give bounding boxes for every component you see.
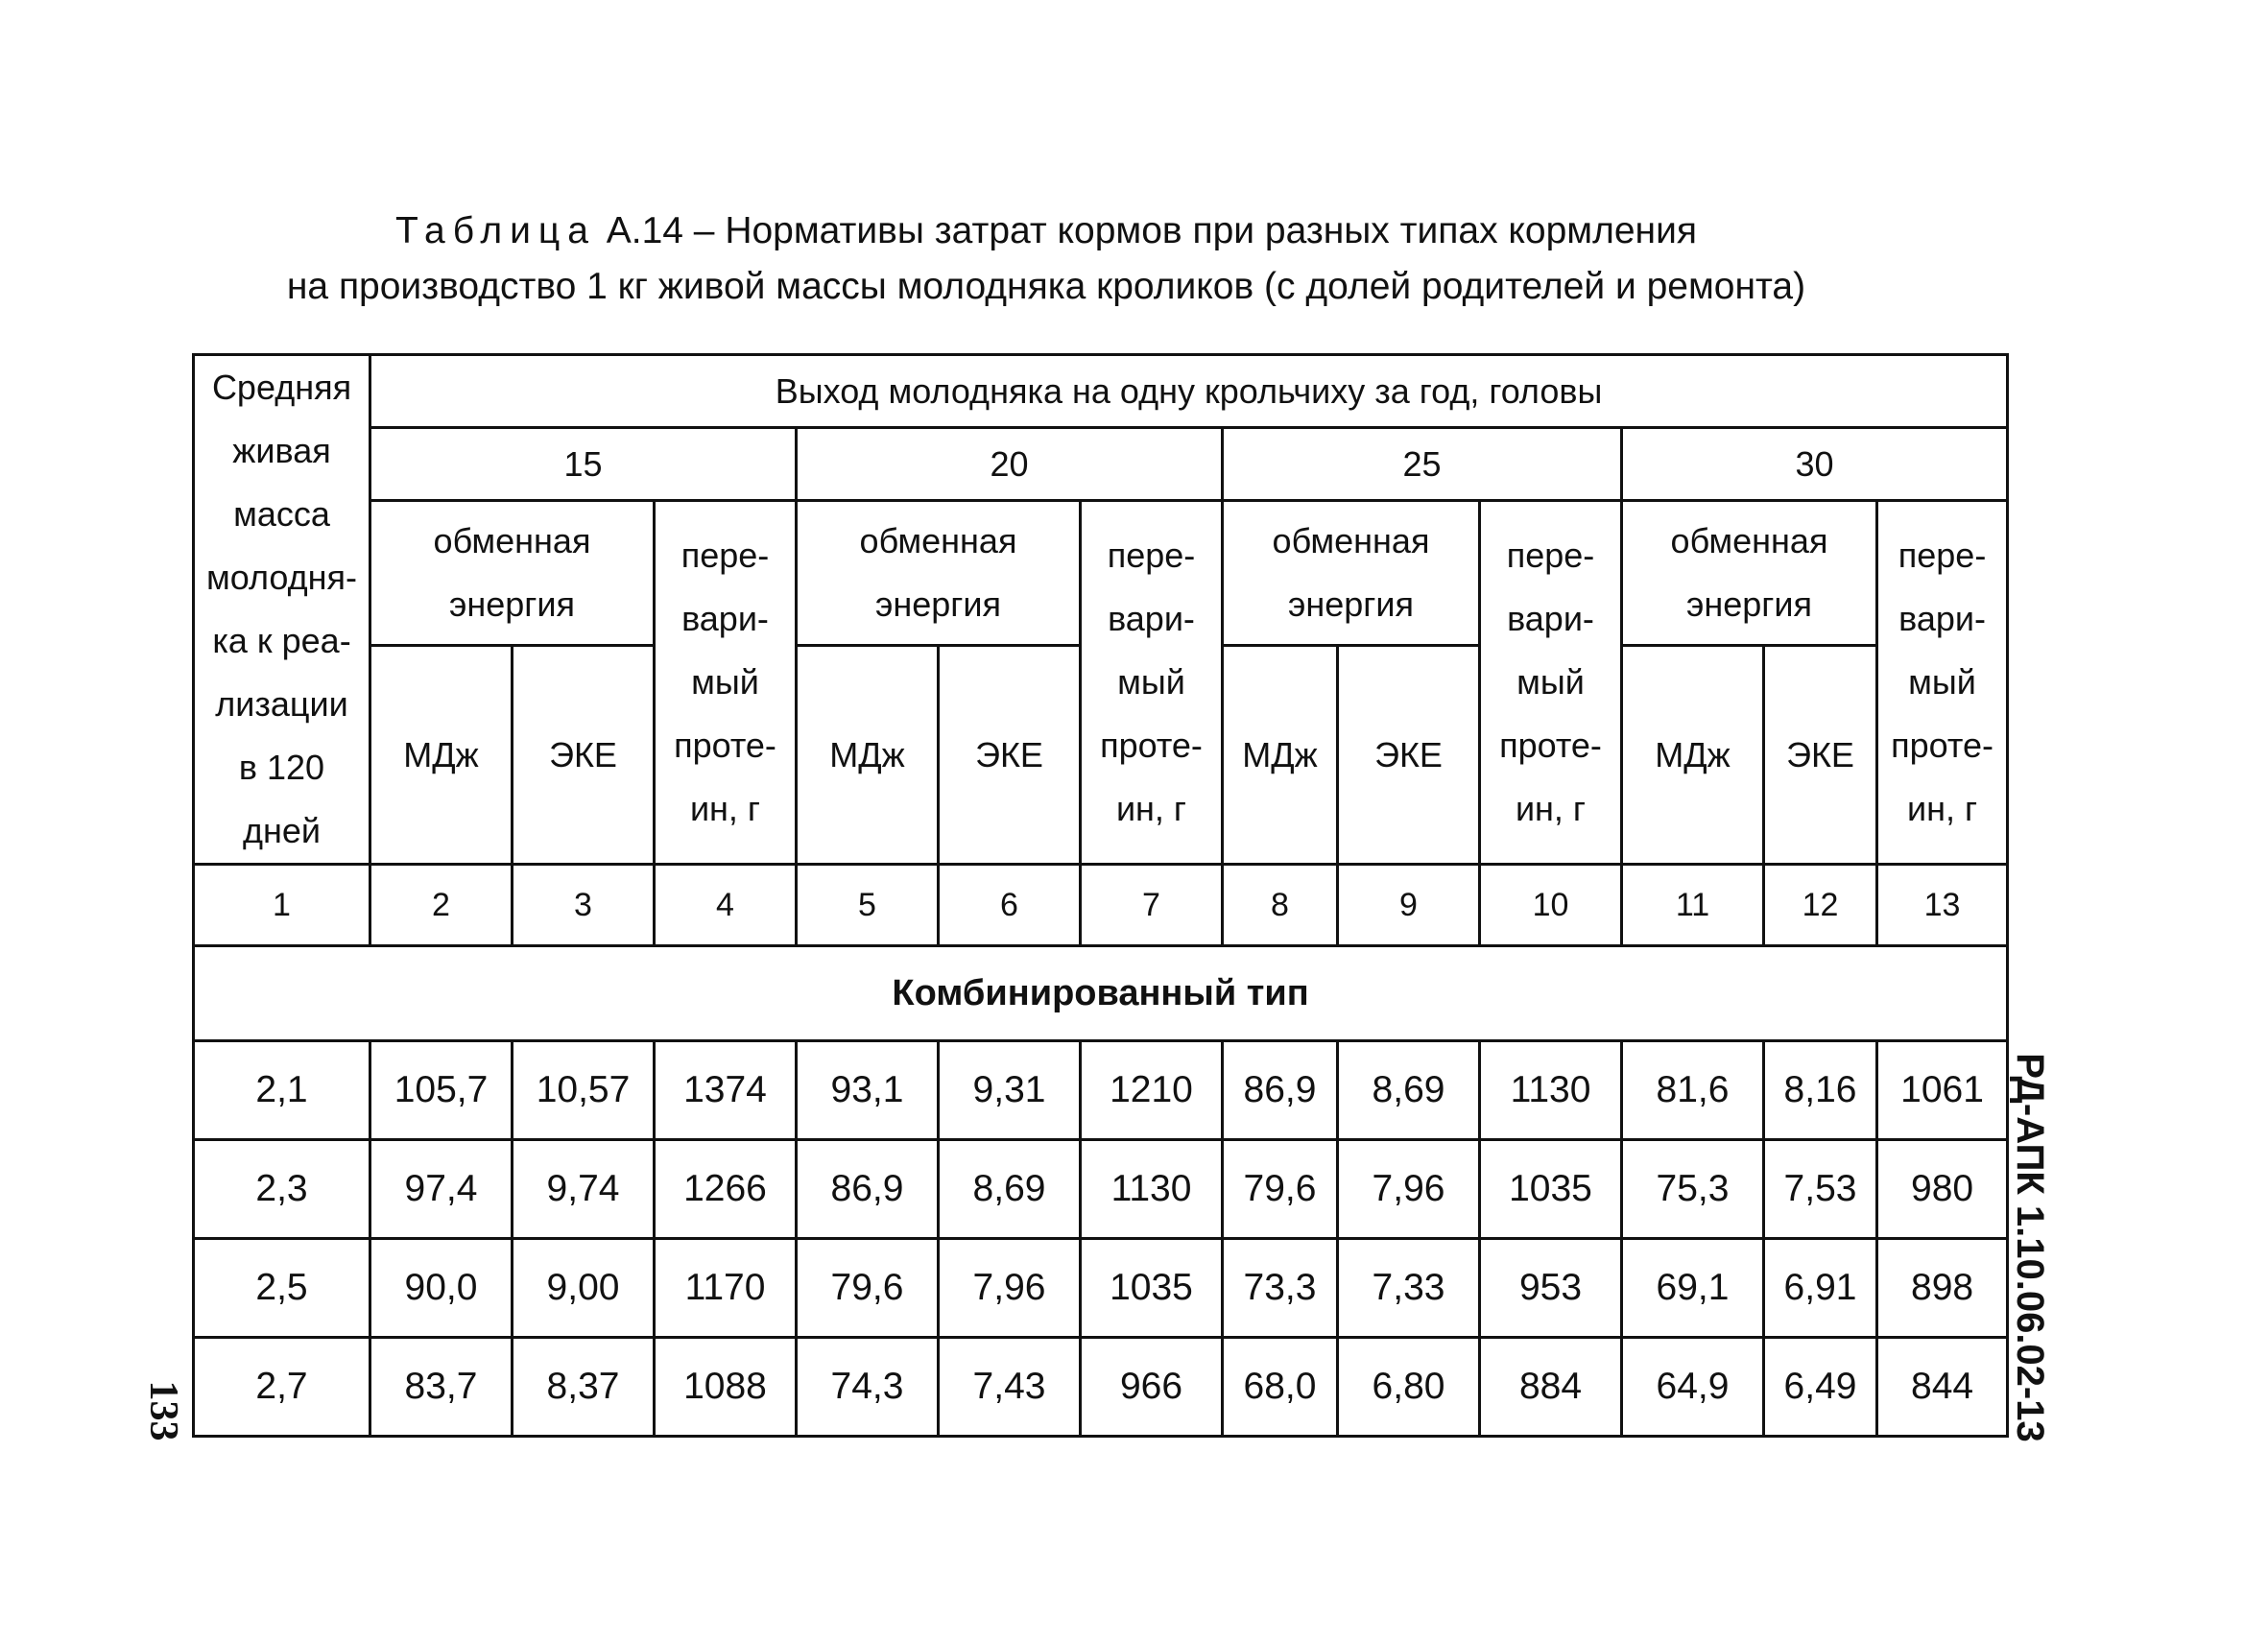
value-cell: 86,9 — [1223, 1041, 1338, 1140]
header-row-indicators — [194, 501, 2008, 646]
column-number-cell: 3 — [513, 865, 655, 946]
section-title-cell: Комбинированный тип — [194, 946, 2008, 1041]
protein-header-line: ин, г — [1115, 789, 1187, 828]
protein-header-line: проте- — [674, 726, 776, 765]
value-cell: 966 — [1081, 1338, 1223, 1437]
value-cell: 90,0 — [370, 1239, 513, 1338]
value-cell: 953 — [1480, 1239, 1622, 1338]
caption-line-1 — [144, 203, 1948, 259]
energy-header-cell — [1622, 501, 1877, 646]
unit-header-cell: МДж — [1223, 646, 1338, 865]
value-cell: 1170 — [655, 1239, 797, 1338]
unit-header-cell: ЭКЕ — [513, 646, 655, 865]
unit-header-cell: МДж — [370, 646, 513, 865]
value-cell: 8,16 — [1764, 1041, 1877, 1140]
table-row — [194, 1041, 2008, 1140]
value-cell: 898 — [1877, 1239, 2008, 1338]
protein-header-line: проте- — [1100, 726, 1203, 765]
energy-header-line: энергия — [448, 584, 576, 624]
value-cell: 73,3 — [1223, 1239, 1338, 1338]
value-cell: 8,69 — [1338, 1041, 1480, 1140]
unit-header-cell: МДж — [1622, 646, 1764, 865]
caption-title-start: А.14 – Нормативы затрат кормов при разных типах кормления — [595, 210, 1698, 251]
energy-header-line: обменная — [433, 521, 591, 560]
column-number-cell: 5 — [797, 865, 939, 946]
protein-header-line: вари- — [1108, 599, 1195, 638]
value-cell: 83,7 — [370, 1338, 513, 1437]
protein-header-line: проте- — [1891, 726, 1993, 765]
protein-header-cell — [655, 501, 797, 865]
unit-header-cell: МДж — [797, 646, 939, 865]
protein-header-line: вари- — [1898, 599, 1986, 638]
caption-label: Таблица — [394, 210, 596, 251]
protein-header-line: проте- — [1499, 726, 1602, 765]
value-cell: 1210 — [1081, 1041, 1223, 1140]
value-cell: 844 — [1877, 1338, 2008, 1437]
value-cell: 7,96 — [1338, 1140, 1480, 1239]
unit-header-cell: ЭКЕ — [1764, 646, 1877, 865]
row-header-line: молодня- — [206, 558, 357, 597]
value-cell: 86,9 — [797, 1140, 939, 1239]
energy-header-cell — [370, 501, 655, 646]
value-cell: 7,33 — [1338, 1239, 1480, 1338]
row-header-line: дней — [242, 811, 322, 850]
yield-header-cell: 25 — [1223, 428, 1622, 501]
value-cell: 1266 — [655, 1140, 797, 1239]
energy-header-line: обменная — [1272, 521, 1430, 560]
mass-cell: 2,5 — [194, 1239, 370, 1338]
row-header-line: Средняя — [211, 368, 352, 407]
protein-header-line: вари- — [1507, 599, 1594, 638]
value-cell: 9,00 — [513, 1239, 655, 1338]
value-cell: 10,57 — [513, 1041, 655, 1140]
energy-header-line: обменная — [1670, 521, 1828, 560]
value-cell: 980 — [1877, 1140, 2008, 1239]
value-cell: 105,7 — [370, 1041, 513, 1140]
protein-header-line: пере- — [680, 536, 770, 575]
column-number-cell: 10 — [1480, 865, 1622, 946]
value-cell: 79,6 — [1223, 1140, 1338, 1239]
column-number-cell: 2 — [370, 865, 513, 946]
value-cell: 7,53 — [1764, 1140, 1877, 1239]
value-cell: 81,6 — [1622, 1041, 1764, 1140]
protein-header-line: ин, г — [1906, 789, 1978, 828]
yield-header-cell: 15 — [370, 428, 797, 501]
protein-header-line: мый — [1117, 662, 1185, 702]
group-header-cell: Выход молодняка на одну крольчиху за год, головы — [370, 355, 2008, 428]
protein-header-line: мый — [1516, 662, 1585, 702]
energy-header-cell — [797, 501, 1081, 646]
value-cell: 6,91 — [1764, 1239, 1877, 1338]
value-cell: 884 — [1480, 1338, 1622, 1437]
value-cell: 64,9 — [1622, 1338, 1764, 1437]
yield-header-cell: 30 — [1622, 428, 2008, 501]
protein-header-line: мый — [691, 662, 759, 702]
unit-header-cell: ЭКЕ — [939, 646, 1081, 865]
value-cell: 69,1 — [1622, 1239, 1764, 1338]
page-number: 133 — [141, 1380, 185, 1441]
caption-line-2: на производство 1 кг живой массы молодняка кроликов (с долей родителей и ремонта) — [286, 266, 1806, 307]
value-cell: 6,49 — [1764, 1338, 1877, 1437]
document-code: РД-АПК 1.10.06.02-13 — [2009, 1053, 2051, 1442]
energy-header-line: энергия — [1685, 584, 1813, 624]
value-cell: 8,37 — [513, 1338, 655, 1437]
row-header-line: живая — [232, 431, 331, 470]
mass-cell: 2,7 — [194, 1338, 370, 1437]
value-cell: 7,96 — [939, 1239, 1081, 1338]
protein-header-line: пере- — [1107, 536, 1196, 575]
row-header-cell — [194, 355, 370, 865]
column-number-cell: 13 — [1877, 865, 2008, 946]
protein-header-cell — [1081, 501, 1223, 865]
value-cell: 1088 — [655, 1338, 797, 1437]
column-number-cell: 9 — [1338, 865, 1480, 946]
value-cell: 1061 — [1877, 1041, 2008, 1140]
value-cell: 75,3 — [1622, 1140, 1764, 1239]
protein-header-line: пере- — [1898, 536, 1987, 575]
value-cell: 1374 — [655, 1041, 797, 1140]
mass-cell: 2,1 — [194, 1041, 370, 1140]
energy-header-line: энергия — [1287, 584, 1415, 624]
value-cell: 1130 — [1480, 1041, 1622, 1140]
value-cell: 97,4 — [370, 1140, 513, 1239]
column-number-cell: 12 — [1764, 865, 1877, 946]
row-header-line: ка к реа- — [212, 621, 351, 660]
protein-header-line: ин, г — [689, 789, 761, 828]
energy-header-line: обменная — [859, 521, 1017, 560]
row-header-line: лизации — [215, 684, 348, 724]
column-number-cell: 8 — [1223, 865, 1338, 946]
feed-norms-table — [192, 353, 2009, 1438]
protein-header-cell — [1480, 501, 1622, 865]
yield-header-cell: 20 — [797, 428, 1223, 501]
value-cell: 1035 — [1480, 1140, 1622, 1239]
energy-header-cell — [1223, 501, 1480, 646]
value-cell: 7,43 — [939, 1338, 1081, 1437]
row-header-line: масса — [233, 494, 330, 534]
column-number-cell: 11 — [1622, 865, 1764, 946]
header-row-group — [194, 355, 2008, 428]
table-row — [194, 1140, 2008, 1239]
value-cell: 93,1 — [797, 1041, 939, 1140]
column-number-row — [194, 865, 2008, 946]
header-row-yields — [194, 428, 2008, 501]
table-row — [194, 1239, 2008, 1338]
row-header-line: в 120 — [238, 748, 325, 787]
value-cell: 9,31 — [939, 1041, 1081, 1140]
energy-header-line: энергия — [874, 584, 1002, 624]
column-number-cell: 6 — [939, 865, 1081, 946]
table-caption — [144, 203, 1948, 315]
protein-header-cell — [1877, 501, 2008, 865]
value-cell: 74,3 — [797, 1338, 939, 1437]
value-cell: 68,0 — [1223, 1338, 1338, 1437]
mass-cell: 2,3 — [194, 1140, 370, 1239]
column-number-cell: 4 — [655, 865, 797, 946]
value-cell: 79,6 — [797, 1239, 939, 1338]
value-cell: 6,80 — [1338, 1338, 1480, 1437]
protein-header-line: ин, г — [1515, 789, 1587, 828]
protein-header-line: вари- — [681, 599, 769, 638]
protein-header-line: пере- — [1506, 536, 1595, 575]
value-cell: 8,69 — [939, 1140, 1081, 1239]
table-row — [194, 1338, 2008, 1437]
unit-header-cell: ЭКЕ — [1338, 646, 1480, 865]
value-cell: 1035 — [1081, 1239, 1223, 1338]
protein-header-line: мый — [1908, 662, 1976, 702]
column-number-cell: 1 — [194, 865, 370, 946]
value-cell: 1130 — [1081, 1140, 1223, 1239]
value-cell: 9,74 — [513, 1140, 655, 1239]
column-number-cell: 7 — [1081, 865, 1223, 946]
section-row — [194, 946, 2008, 1041]
